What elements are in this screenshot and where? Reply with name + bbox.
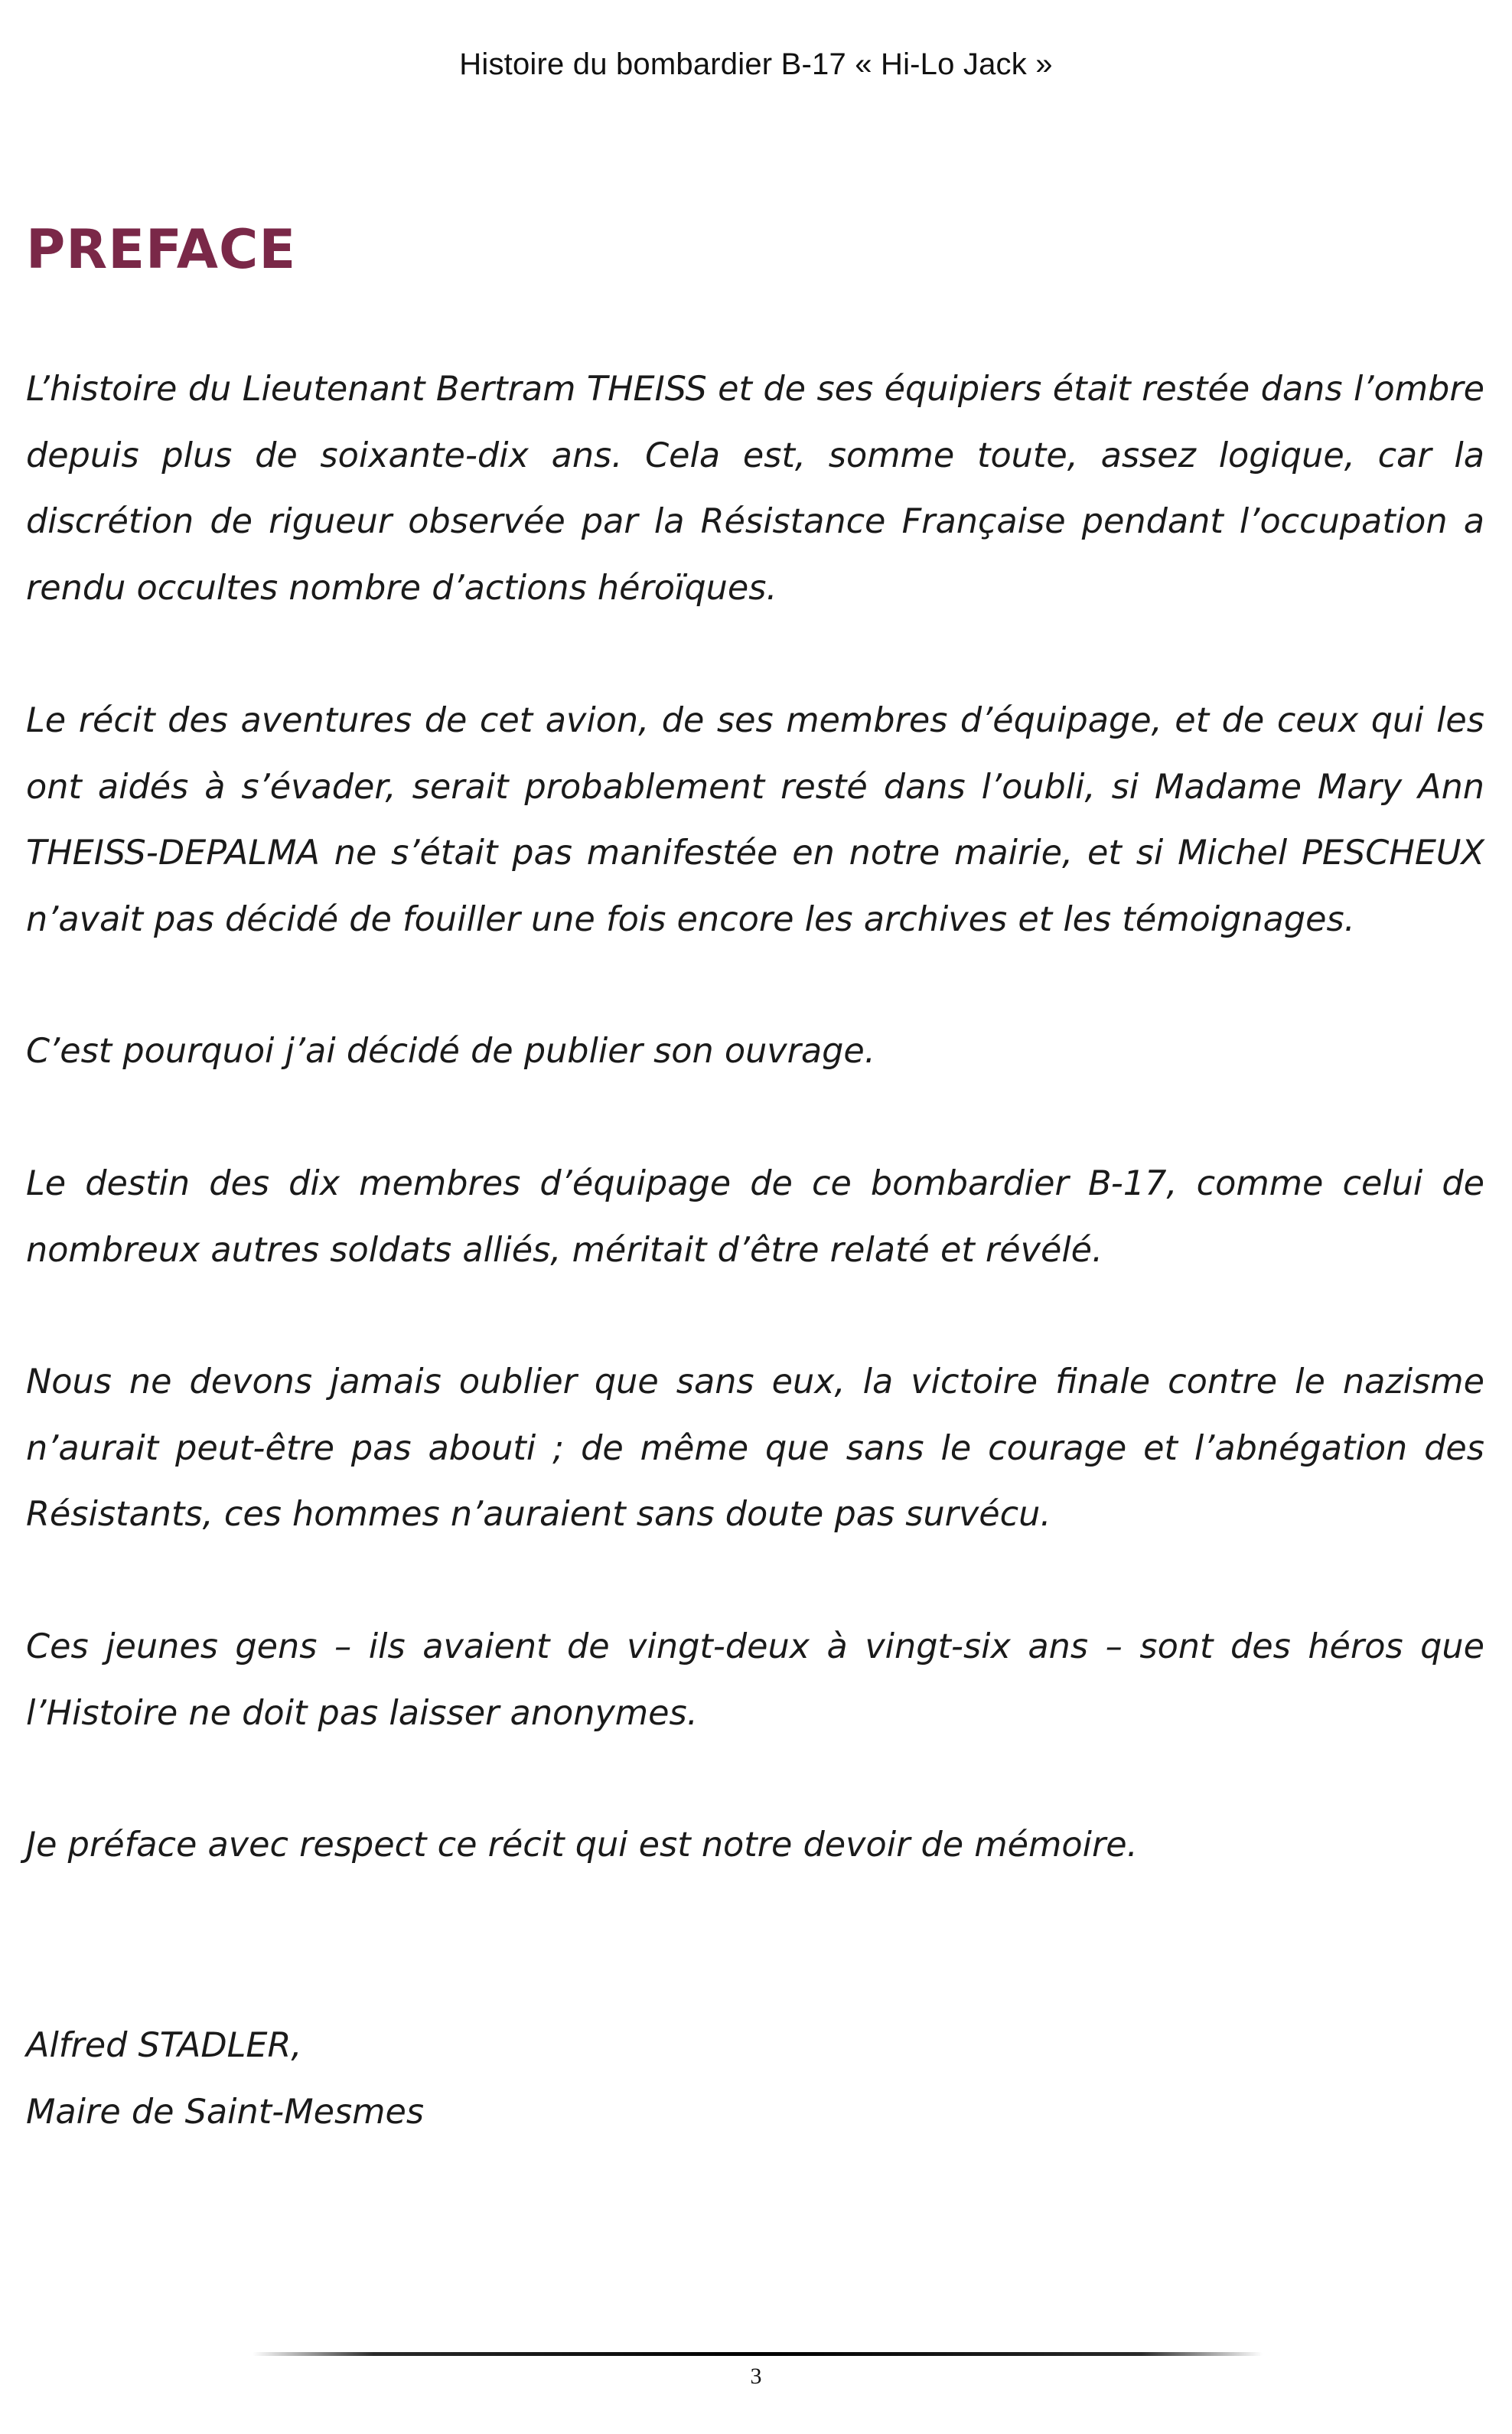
footer-rule	[253, 2352, 1263, 2356]
paragraph-intro: L’histoire du Lieutenant Bertram THEISS et de ses équipiers était restée dans l’ombre depuis plus de soixante-dix ans. Cela est, somme toute, assez logique, car la discrétion de rigueur observée par la Résistance Française pendant l’occupation a rendu occultes nombre d’actions héroïques.	[26, 370, 1484, 608]
paragraph-publication: C’est pourquoi j’ai décidé de publier son ouvrage.	[26, 1032, 875, 1071]
paragraph-recit: Le récit des aventures de cet avion, de ses membres d’équipage, et de ceux qui les ont aidés à s’évader, serait probablement resté dans l’oubli, si Madame Mary Ann THEISS-DEPALMA ne s’était pas manifestée en notre mairie, et si Michel PESCHEUX n’avait pas décidé de fouiller une fois encore les archives et les témoignages.	[26, 701, 1484, 939]
signature-title: Maire de Saint-Mesmes	[26, 2092, 425, 2132]
running-header: Histoire du bombardier B-17 « Hi-Lo Jack »	[459, 47, 1053, 81]
paragraph-memoire: Nous ne devons jamais oublier que sans eux, la victoire finale contre le nazisme n’aurait peut-être pas abouti ; de même que sans le courage et l’abnégation des Résistants, ces hommes n’auraient sans doute pas survécu.	[26, 1362, 1484, 1534]
paragraph-devoir: Je préface avec respect ce récit qui est notre devoir de mémoire.	[26, 1826, 1138, 1865]
signature-name: Alfred STADLER,	[26, 2026, 302, 2065]
paragraph-heros: Ces jeunes gens – ils avaient de vingt-deux à vingt-six ans – sont des héros que l’Histoire ne doit pas laisser anonymes.	[26, 1627, 1484, 1733]
page-number: 3	[750, 2364, 762, 2389]
signature-block	[26, 2013, 424, 2145]
paragraph-destin: Le destin des dix membres d’équipage de ce bombardier B-17, comme celui de nombreux autres soldats alliés, méritait d’être relaté et révélé.	[26, 1164, 1484, 1270]
section-title: PREFACE	[26, 218, 297, 281]
